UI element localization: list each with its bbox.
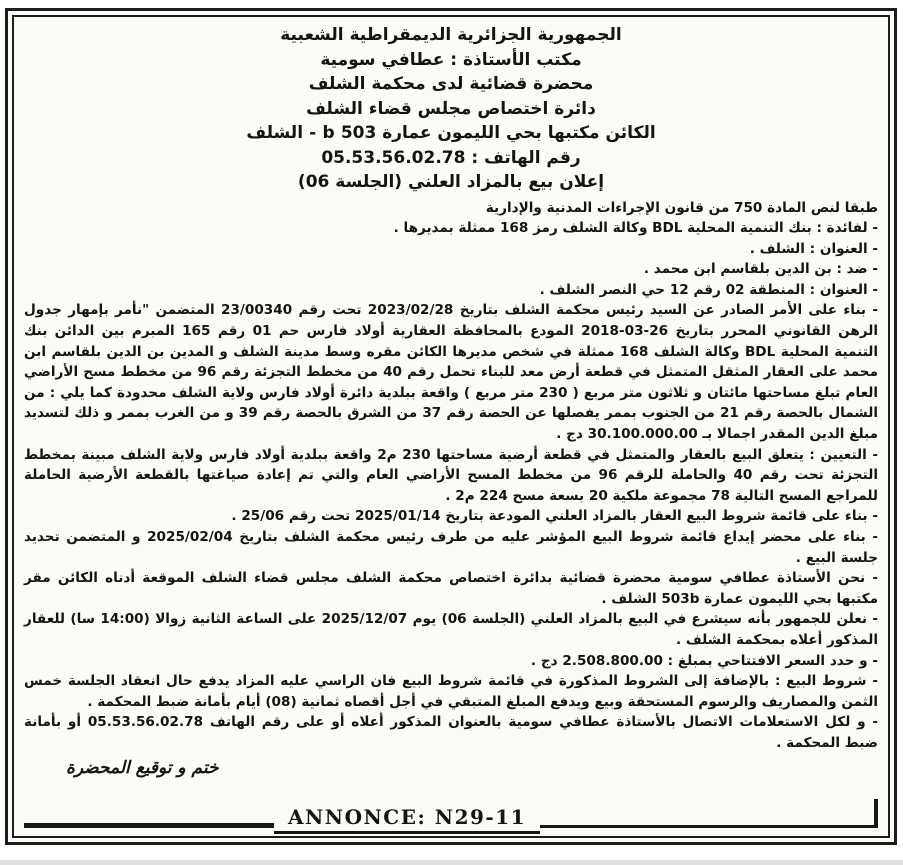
- document-body: [24, 198, 878, 754]
- document-header: [24, 23, 878, 195]
- annonce-reference: ANNONCE: N29-11: [274, 805, 540, 834]
- annonce-underline-right: [540, 825, 878, 828]
- paragraph-address-debtor: - العنوان : المنطقة 02 رقم 12 حي النصر الشلف .: [539, 281, 878, 298]
- paragraph-legal-basis: طبقا لنص المادة 750 من قانون الإجراءات المدنية والإدارية: [485, 199, 878, 216]
- paragraph-opening-price: - و حدد السعر الافتتاحي بمبلغ : 2.508.800.00 دج .: [530, 652, 878, 669]
- header-line-bailiff: محضرة قضائية لدى محكمة الشلف: [308, 74, 594, 94]
- header-line-address: الكائن مكتبها بحي الليمون عمارة 503 b - الشلف: [246, 123, 656, 143]
- paragraph-conditions-list: - بناء على قائمة شروط البيع العقار بالمزاد العلني المودعة بتاريخ 2025/01/14 تحت رقم 25/06 .: [231, 508, 878, 525]
- paragraph-beneficiary: - لفائدة : بنك التنمية المحلية BDL وكالة الشلف رمز 168 ممثلة بمديرها .: [393, 220, 878, 237]
- document-inner-frame: [12, 15, 890, 838]
- paragraph-address-creditor: - العنوان : الشلف .: [749, 240, 878, 257]
- paragraph-deposit-report: - بناء على محضر إيداع قائمة شروط البيع المؤشر عليه من طرف رئيس محكمة الشلف بتاريخ 2025/02/04 و المتضمن تحديد جلسة البيع .: [24, 529, 878, 566]
- header-line-jurisdiction: دائرة اختصاص مجلس قضاء الشلف: [306, 98, 596, 119]
- document-page: [5, 8, 897, 845]
- annonce-border-stub: [874, 799, 878, 825]
- header-line-title: إعلان بيع بالمزاد العلني (الجلسة 06): [297, 172, 605, 192]
- paragraph-designation: - التعيين : يتعلق البيع بالعقار والمتمثل في قطعة أرضية مساحتها 230 م2 واقعة ببلدية أولاد فارس ولاية الشلف مبينة بمخطط التجزئة تحت رقم 40 والحاملة للرقم 96 من مخطط المسح الأراضي العام والتي تم إعادة صياغتها بالقطعة الأرضية الحاملة للمراجع المسح التالية 78 مجموعة ملكية 20 بسعة مسح 224 م2 .: [24, 446, 878, 504]
- paragraph-auction-date: - نعلن للجمهور بأنه سيشرع في البيع بالمزاد العلني (الجلسة 06) يوم 2025/12/07 على الساعة الثانية زوالا (14:00 سا) للعقار المذكور أعلاه بمحكمة الشلف .: [24, 611, 878, 648]
- annonce-row: [24, 800, 878, 834]
- paragraph-contact-info: - و لكل الاستعلامات الاتصال بالأستاذة عطافي سومية بالعنوان المذكور أعلاه أو على رقم الهاتف 05.53.56.02.78 أو بأمانة ضبط المحكمة .: [24, 714, 878, 751]
- paragraph-against: - ضد : بن الدين بلقاسم ابن محمد .: [643, 261, 878, 278]
- paragraph-bailiff-statement: - نحن الأستاذة عطافي سومية محضرة قضائية بدائرة اختصاص محكمة الشلف مجلس قضاء الشلف الموقعة أدناه الكائن مقر مكتبها بحي الليمون عمارة 503b الشلف .: [24, 570, 878, 607]
- paragraph-court-order: - بناء على الأمر الصادر عن السيد رئيس محكمة الشلف بتاريخ 2023/02/28 تحت رقم 23/00340 المتضمن "نأمر بإمهار جدول الرهن القانوني المحرر بتاريخ 26-03-2018 المودع بالمحافظة العقارية أولاد فارس حم 01 رقم 165 المبرم بين الدائن بنك التنمية المحلية BDL وكالة الشلف 168 ممثلة في شخص مديرها الكائن مقره وسط مدينة الشلف و المدين بن الدين بلقاسم ابن محمد على العقار المثقل المتمثل في قطعة أرض معد للبناء تحمل رقم 40 من مخطط التجزئة رقم 96 من مخطط مسح الأراضي العام تبلغ مساحتها مائتان و ثلاثون متر مربع ( 230 متر مربع ) واقعة ببلدية دائرة أولاد فارس ولاية الشلف محدودة كما يلي : من الشمال بالحصة رقم 21 من الجنوب بممر يفصلها عن الحصة رقم 37 من الشرق بالحصة رقم 39 و من الغرب بممر و ذلك لتسديد مبلغ الدين المقدر اجمالا بـ 30.100.000.00 دج .: [24, 302, 879, 443]
- paragraph-sale-terms: - شروط البيع : بالإضافة إلى الشروط المذكورة في قائمة شروط البيع فان الراسي عليه المزاد يدفع حال انعقاد الجلسة خمس الثمن والمصاريف والرسوم المستحقة وبيع ويدفع المبلغ المتبقي في أجل أقصاه ثمانية (08) أيام بأمانة ضبط المحكمة .: [24, 673, 878, 710]
- header-line-republic: الجمهورية الجزائرية الديمقراطية الشعبية: [280, 25, 622, 45]
- scan-edge-artifact: [0, 860, 903, 865]
- header-line-phone: رقم الهاتف : 05.53.56.02.78: [321, 147, 581, 168]
- signature-seal-line: ختم و توقيع المحضرة: [66, 757, 219, 778]
- annonce-underline-left: [24, 823, 274, 828]
- header-line-office: مكتب الأستاذة : عطافي سومية: [320, 49, 582, 70]
